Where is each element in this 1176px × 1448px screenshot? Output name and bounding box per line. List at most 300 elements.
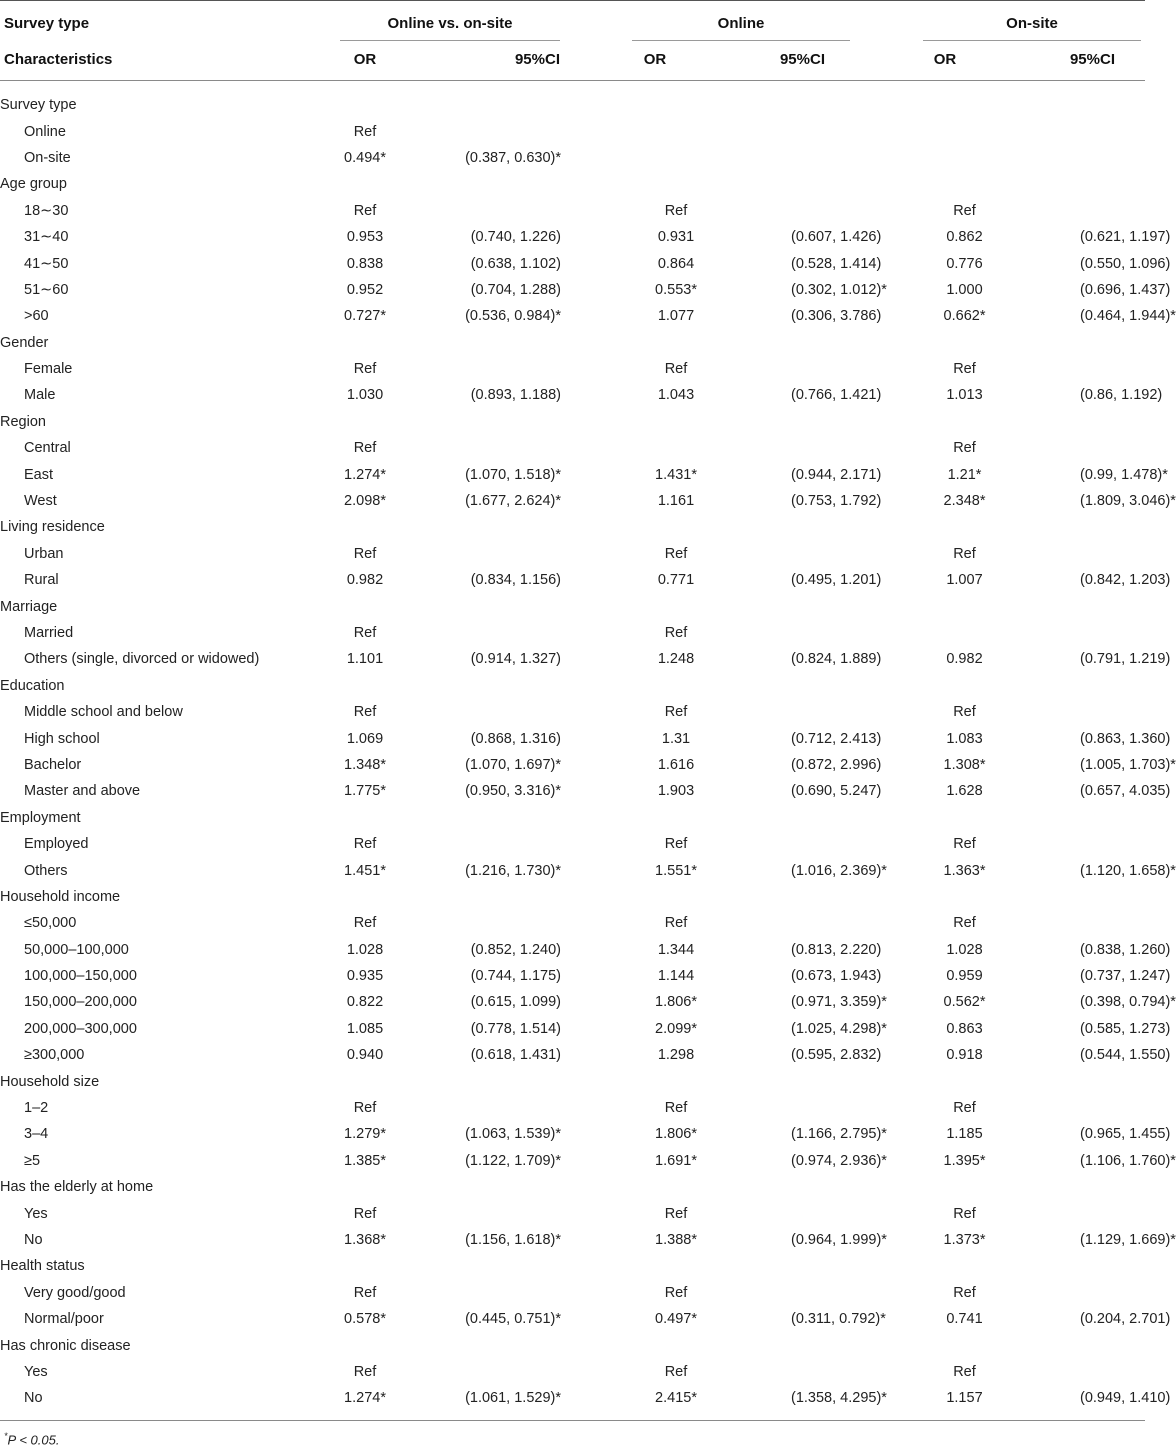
ci-value: (1.061, 1.529)* (465, 1390, 561, 1407)
ci-value (1080, 356, 1145, 382)
row-label: Rural (24, 572, 59, 589)
category-row (0, 1253, 1145, 1279)
table-row (0, 857, 1145, 883)
or-value: Ref (353, 836, 377, 853)
or-value (335, 673, 395, 699)
ci-value: (0.464, 1.944)* (1080, 308, 1176, 325)
or-value: 0.931 (657, 229, 695, 246)
bottom-rule (0, 1420, 1145, 1421)
or-value: 0.952 (346, 281, 384, 298)
or-value (849, 409, 1080, 435)
ci-value: (0.306, 3.786) (791, 308, 882, 325)
row-label: ≥5 (24, 1152, 41, 1169)
ci-value: (0.766, 1.421) (791, 387, 882, 404)
or-value (849, 673, 1080, 699)
ci-value: (0.813, 2.220) (791, 941, 882, 958)
or-value (849, 1174, 1080, 1200)
table-row (0, 752, 1145, 778)
ci-value: (1.166, 2.795)* (791, 1126, 887, 1143)
or-value: Ref (353, 1284, 377, 1301)
row-label: Middle school and below (24, 704, 183, 721)
or-value: 0.982 (346, 572, 384, 589)
or-value: Ref (353, 1205, 377, 1222)
ci-value (791, 673, 849, 699)
header-survey-type: Survey type (4, 15, 90, 32)
or-value: Ref (664, 1100, 688, 1117)
ci-value (791, 330, 849, 356)
ci-value: (1.358, 4.295)* (791, 1390, 887, 1407)
ci-value: (0.696, 1.437) (1080, 281, 1171, 298)
or-value: Ref (664, 1284, 688, 1301)
or-value: 1.903 (657, 783, 695, 800)
or-value: 1.083 (946, 730, 983, 747)
row-label: >60 (24, 308, 49, 325)
or-value: Ref (353, 440, 377, 457)
or-value (561, 884, 791, 910)
ci-value (1080, 541, 1145, 567)
ci-value: (0.834, 1.156) (470, 572, 561, 589)
ci-value (791, 1095, 849, 1121)
ci-value: (1.005, 1.703)* (1080, 756, 1176, 773)
table-row (0, 778, 1145, 804)
ci-value (791, 1280, 849, 1306)
ci-value: (0.704, 1.288) (470, 281, 561, 298)
row-label: Yes (24, 1205, 48, 1222)
row-label: No (24, 1390, 43, 1407)
table-row (0, 831, 1145, 857)
row-label: 3–4 (24, 1126, 49, 1143)
ci-value: (0.791, 1.219) (1080, 651, 1171, 668)
or-value: Ref (953, 361, 976, 378)
ci-value (791, 620, 849, 646)
or-value: 1.298 (657, 1047, 695, 1064)
ci-value: (0.673, 1.943) (791, 968, 882, 985)
col-header-or: OR (643, 51, 667, 68)
ci-value (791, 514, 849, 540)
ci-value: (0.99, 1.478)* (1080, 466, 1168, 483)
or-value: 1.279* (344, 1126, 386, 1143)
ci-value (791, 1068, 849, 1094)
or-value: 1.806* (655, 1126, 697, 1143)
ci-value (395, 1359, 561, 1385)
or-value: 1.348* (344, 756, 386, 773)
ci-value: (0.536, 0.984)* (465, 308, 561, 325)
row-label: West (24, 493, 57, 510)
row-label: Master and above (24, 783, 141, 800)
ci-value (1080, 1200, 1145, 1226)
table-row (0, 198, 1145, 224)
or-value (849, 92, 1080, 118)
ci-value: (0.944, 2.171) (791, 466, 882, 483)
ci-value (1080, 198, 1145, 224)
ci-value (1080, 1095, 1145, 1121)
or-value (561, 514, 791, 540)
table-row (0, 382, 1145, 408)
or-value (561, 1174, 791, 1200)
or-value: 1.388* (655, 1231, 697, 1248)
row-label: 18∼30 (24, 202, 69, 219)
table-row (0, 910, 1145, 936)
category-label: Has the elderly at home (0, 1179, 154, 1196)
ci-value (1080, 699, 1145, 725)
col-header-ci: 95%CI (779, 51, 825, 68)
table-row (0, 250, 1145, 276)
category-label: Age group (0, 176, 67, 193)
ci-value (791, 699, 849, 725)
or-value (849, 884, 1080, 910)
ci-value: (0.914, 1.327) (470, 651, 561, 668)
col-header-ci: 95%CI (1069, 51, 1115, 68)
col-header-or: OR (933, 51, 957, 68)
row-label: Bachelor (24, 756, 82, 773)
category-label: Gender (0, 334, 49, 351)
ci-value: (0.965, 1.455) (1080, 1126, 1171, 1143)
group-underline-online (632, 40, 850, 41)
category-label: Marriage (0, 598, 58, 615)
or-value: 1.000 (946, 281, 983, 298)
table-row (0, 1385, 1145, 1411)
or-value (335, 884, 395, 910)
table-row (0, 620, 1145, 646)
category-row (0, 514, 1145, 540)
ci-value (791, 1174, 849, 1200)
ci-value (791, 1332, 849, 1358)
table-row (0, 1200, 1145, 1226)
or-value: 1.013 (946, 387, 983, 404)
ci-value (791, 805, 849, 831)
group-header-onsite: On-site (1006, 15, 1058, 32)
or-value: Ref (664, 361, 688, 378)
data-table (0, 92, 1176, 1412)
ci-value (395, 1095, 561, 1121)
row-label: Male (24, 387, 56, 404)
ci-value (1080, 1359, 1145, 1385)
ci-value: (0.852, 1.240) (470, 941, 561, 958)
ci-value: (0.607, 1.426) (791, 229, 882, 246)
ci-value (395, 805, 561, 831)
or-value: 0.727* (344, 308, 386, 325)
or-value: 1.030 (346, 387, 384, 404)
or-value: 1.31 (661, 730, 691, 747)
row-label: 200,000–300,000 (24, 1020, 137, 1037)
ci-value: (0.528, 1.414) (791, 255, 882, 272)
ci-value: (1.016, 2.369)* (791, 862, 887, 879)
or-value: 1.274* (344, 1390, 386, 1407)
or-value: 1.308* (943, 756, 986, 773)
or-value (849, 1068, 1080, 1094)
row-label: 31∼40 (24, 229, 69, 246)
row-label: 150,000–200,000 (24, 994, 137, 1011)
or-value: Ref (353, 1100, 377, 1117)
table-row (0, 937, 1145, 963)
table-row (0, 1306, 1145, 1332)
or-value (561, 673, 791, 699)
ci-value (791, 884, 849, 910)
ci-value (395, 1174, 561, 1200)
ci-value: (0.737, 1.247) (1080, 968, 1171, 985)
category-label: Health status (0, 1258, 85, 1275)
ci-value: (1.025, 4.298)* (791, 1020, 887, 1037)
or-value (849, 1253, 1080, 1279)
category-label: Household income (0, 888, 121, 905)
ci-value (791, 1359, 849, 1385)
ci-value (395, 171, 561, 197)
category-label: Survey type (0, 97, 77, 114)
ci-value (1080, 1332, 1145, 1358)
row-label: Central (24, 440, 71, 457)
category-row (0, 1068, 1145, 1094)
or-value: 1.616 (657, 756, 695, 773)
ci-value: (1.120, 1.658)* (1080, 862, 1176, 879)
ci-value: (1.216, 1.730)* (465, 862, 561, 879)
row-label: ≥300,000 (24, 1047, 85, 1064)
or-value (561, 118, 791, 144)
ci-value (1080, 118, 1145, 144)
row-label: Female (24, 361, 73, 378)
category-row (0, 92, 1145, 118)
or-value: Ref (953, 704, 976, 721)
or-value: 0.776 (946, 255, 983, 272)
table-row (0, 646, 1145, 672)
ci-value: (0.872, 2.996) (791, 756, 882, 773)
or-value (849, 1332, 1080, 1358)
or-value (561, 805, 791, 831)
table-row (0, 118, 1145, 144)
ci-value (395, 673, 561, 699)
row-label: 41∼50 (24, 255, 69, 272)
or-value: 1.077 (657, 308, 695, 325)
ci-value (395, 541, 561, 567)
or-value: 0.741 (946, 1311, 983, 1328)
ci-value (1080, 910, 1145, 936)
table-row (0, 1148, 1145, 1174)
table-row (0, 963, 1145, 989)
ci-value (395, 593, 561, 619)
or-value: 0.940 (346, 1047, 384, 1064)
ci-value (395, 118, 561, 144)
row-label: 51∼60 (24, 281, 69, 298)
category-row (0, 409, 1145, 435)
table-row (0, 1042, 1145, 1068)
or-value: Ref (664, 1363, 688, 1380)
ci-value: (0.86, 1.192) (1080, 387, 1163, 404)
or-value: 2.415* (655, 1390, 697, 1407)
or-value: Ref (353, 704, 377, 721)
ci-value (395, 1280, 561, 1306)
row-label: High school (24, 730, 100, 747)
row-label: Very good/good (24, 1284, 126, 1301)
or-value (335, 409, 395, 435)
or-value: 1.248 (657, 651, 695, 668)
category-label: Education (0, 677, 65, 694)
ci-value (791, 118, 849, 144)
category-row (0, 1174, 1145, 1200)
ci-value (791, 409, 849, 435)
ci-value: (0.615, 1.099) (470, 994, 561, 1011)
or-value: 1.185 (946, 1126, 983, 1143)
or-value: 0.982 (946, 651, 983, 668)
or-value: 1.363* (943, 862, 986, 879)
or-value: 2.098* (344, 493, 386, 510)
row-label: Married (24, 625, 74, 641)
ci-value: (1.070, 1.697)* (465, 756, 561, 773)
or-value (561, 409, 791, 435)
or-value: 0.959 (946, 968, 983, 985)
category-row (0, 1332, 1145, 1358)
ci-value (395, 1253, 561, 1279)
or-value (335, 1332, 395, 1358)
category-row (0, 171, 1145, 197)
ci-value (791, 541, 849, 567)
header-rule (0, 80, 1145, 81)
table-row (0, 1095, 1145, 1121)
table-row (0, 303, 1145, 329)
ci-value (1080, 805, 1145, 831)
group-underline-online-vs-onsite (340, 40, 560, 41)
or-value: Ref (953, 202, 976, 219)
ci-value (395, 831, 561, 857)
or-value: 1.028 (346, 941, 384, 958)
ci-value: (1.063, 1.539)* (465, 1126, 561, 1143)
table-row (0, 224, 1145, 250)
or-value (335, 92, 395, 118)
ci-value (395, 620, 561, 646)
or-value: 1.775* (344, 783, 386, 800)
ci-value (395, 1332, 561, 1358)
or-value: 1.101 (346, 651, 384, 668)
ci-value (395, 699, 561, 725)
ci-value: (0.495, 1.201) (791, 572, 882, 589)
category-label: Employment (0, 809, 81, 826)
or-value (849, 118, 1080, 144)
table-row (0, 356, 1145, 382)
row-label: Online (24, 123, 66, 140)
or-value: Ref (953, 440, 976, 457)
or-value: 1.385* (344, 1152, 386, 1169)
or-value: 1.551* (655, 862, 697, 879)
or-value (561, 145, 791, 171)
or-value: 2.348* (943, 493, 986, 510)
table-row (0, 1121, 1145, 1147)
ci-value: (0.740, 1.226) (470, 229, 561, 246)
ci-value (791, 92, 849, 118)
or-value: Ref (353, 361, 377, 378)
ci-value: (0.974, 2.936)* (791, 1152, 887, 1169)
table-row (0, 488, 1145, 514)
or-value: Ref (353, 545, 377, 562)
table-row (0, 567, 1145, 593)
or-value: 0.918 (946, 1047, 983, 1064)
ci-value (791, 356, 849, 382)
ci-value: (0.550, 1.096) (1080, 255, 1171, 272)
row-label: Yes (24, 1363, 48, 1380)
or-value: Ref (664, 836, 688, 853)
footnote-text: P < 0.05. (7, 1432, 60, 1448)
footnote-mark: * (4, 1431, 8, 1441)
ci-value (395, 514, 561, 540)
ci-value: (0.618, 1.431) (470, 1047, 561, 1064)
or-value: 1.373* (943, 1231, 986, 1248)
ci-value (1080, 145, 1145, 171)
or-value: 0.662* (943, 308, 986, 325)
ci-value (395, 435, 561, 461)
ci-value (791, 910, 849, 936)
row-label: 1–2 (24, 1100, 49, 1117)
category-label: Living residence (0, 519, 105, 536)
row-label: Normal/poor (24, 1311, 104, 1328)
header-characteristics: Characteristics (4, 51, 113, 68)
ci-value: (0.712, 2.413) (791, 730, 882, 747)
or-value (335, 514, 395, 540)
or-value (849, 620, 1080, 646)
ci-value: (0.621, 1.197) (1080, 229, 1171, 246)
ci-value (1080, 171, 1145, 197)
category-label: Region (0, 413, 46, 430)
or-value (561, 1068, 791, 1094)
or-value: Ref (953, 1363, 976, 1380)
col-header-ci: 95%CI (514, 51, 560, 68)
or-value (335, 593, 395, 619)
row-label: Others (24, 862, 68, 879)
or-value: 1.144 (657, 968, 695, 985)
table-row (0, 699, 1145, 725)
or-value: 1.21* (947, 466, 982, 483)
or-value: Ref (353, 202, 377, 219)
ci-value: (0.638, 1.102) (470, 255, 561, 272)
or-value: Ref (664, 704, 688, 721)
ci-value (1080, 593, 1145, 619)
top-rule (0, 0, 1145, 1)
or-value: 1.069 (346, 730, 384, 747)
ci-value (791, 1253, 849, 1279)
or-value: 1.085 (346, 1020, 384, 1037)
or-value: 0.578* (344, 1311, 386, 1328)
or-value: Ref (664, 625, 688, 641)
row-label: 50,000–100,000 (24, 941, 129, 958)
category-label: Household size (0, 1073, 100, 1090)
group-header-online: Online (717, 15, 765, 32)
table-row (0, 435, 1145, 461)
ci-value (1080, 831, 1145, 857)
or-value (561, 435, 791, 461)
or-value: 0.838 (346, 255, 384, 272)
ci-value: (0.838, 1.260) (1080, 941, 1171, 958)
or-value (335, 171, 395, 197)
ci-value: (0.863, 1.360) (1080, 730, 1171, 747)
or-value: 0.935 (346, 968, 384, 985)
ci-value (1080, 1253, 1145, 1279)
category-row (0, 330, 1145, 356)
ci-value (1080, 620, 1145, 646)
ci-value: (0.842, 1.203) (1080, 572, 1171, 589)
ci-value: (0.657, 4.035) (1080, 783, 1171, 800)
ci-value (395, 92, 561, 118)
or-value (335, 1174, 395, 1200)
or-value: 1.007 (946, 572, 983, 589)
ci-value: (0.893, 1.188) (470, 387, 561, 404)
table-row (0, 1227, 1145, 1253)
ci-value: (0.398, 0.794)* (1080, 994, 1176, 1011)
or-value: 0.863 (946, 1020, 983, 1037)
row-label: On-site (24, 149, 71, 166)
table-row (0, 1016, 1145, 1042)
ci-value: (1.129, 1.669)* (1080, 1231, 1176, 1248)
ci-value: (0.302, 1.012)* (791, 281, 887, 298)
table-row (0, 1359, 1145, 1385)
ci-value (1080, 514, 1145, 540)
ci-value (1080, 884, 1145, 910)
or-value (849, 145, 1080, 171)
